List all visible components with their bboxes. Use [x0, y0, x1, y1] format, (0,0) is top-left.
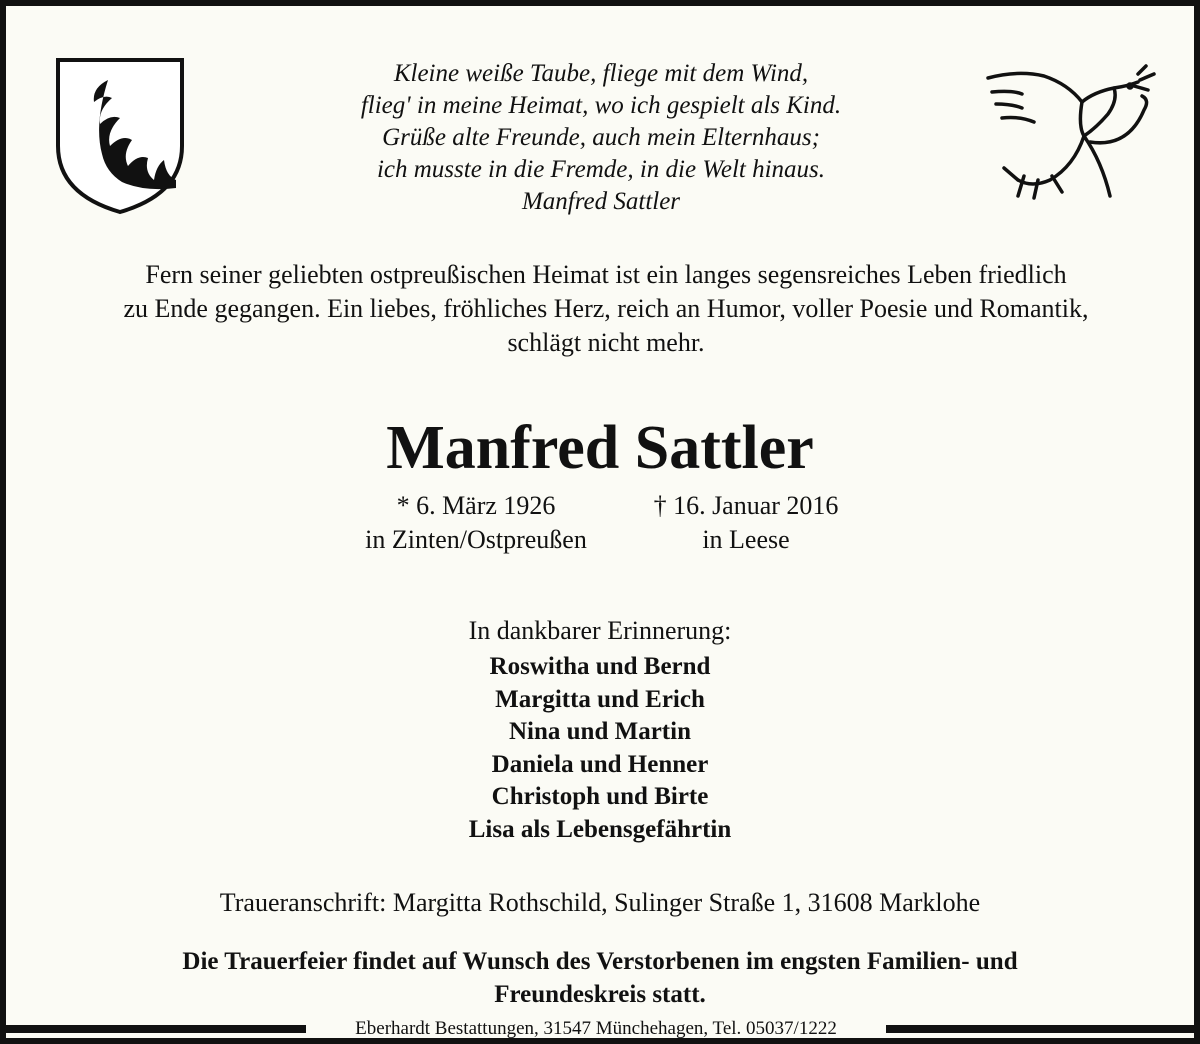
- death-info: [621, 489, 871, 557]
- death-date: † 16. Januar 2016: [653, 491, 839, 520]
- ceremony-line: Die Trauerfeier findet auf Wunsch des Verstorbenen im engsten Familien- und: [182, 948, 1018, 975]
- footer-divider-right: [886, 1025, 1194, 1033]
- intro-line: schlägt nicht mehr.: [507, 328, 705, 357]
- intro-line: Fern seiner geliebten ostpreußischen Heimat ist ein langes segensreiches Leben friedlich: [145, 260, 1067, 289]
- birth-date: * 6. März 1926: [396, 491, 556, 520]
- death-place: in Leese: [702, 525, 790, 554]
- coat-of-arms-icon: [52, 54, 188, 216]
- family-member: Lisa als Lebensgefährtin: [468, 815, 732, 843]
- mourning-address: Traueranschrift: Margitta Rothschild, Sulinger Straße 1, 31608 Marklohe: [219, 888, 981, 917]
- birth-info: [336, 489, 616, 557]
- memory-heading: In dankbarer Erinnerung:: [468, 616, 732, 645]
- poem-line: ich musste in die Fremde, in die Welt hinaus.: [376, 156, 826, 183]
- family-member: Christoph und Birte: [491, 783, 709, 810]
- family-member: Roswitha und Bernd: [489, 653, 711, 680]
- undertaker-footer: Eberhardt Bestattungen, 31547 Münchehagen, Tel. 05037/1222: [355, 1018, 837, 1039]
- poem-line: Grüße alte Freunde, auch mein Elternhaus;: [382, 124, 820, 151]
- poem-line: flieg' in meine Heimat, wo ich gespielt als Kind.: [360, 92, 842, 119]
- poem: [276, 58, 926, 218]
- birth-place: in Zinten/Ostpreußen: [365, 525, 587, 554]
- intro-line: zu Ende gegangen. Ein liebes, fröhliches Herz, reich an Humor, voller Poesie und Romantik,: [123, 294, 1089, 323]
- family-member: Margitta und Erich: [495, 685, 705, 713]
- deceased-name: Manfred Sattler: [386, 414, 814, 482]
- family-member: Nina und Martin: [509, 718, 691, 745]
- dove-icon: [978, 56, 1168, 206]
- ceremony-line: Freundeskreis statt.: [494, 981, 706, 1008]
- ceremony-notice: [46, 945, 1154, 1011]
- footer-divider-left: [6, 1025, 306, 1033]
- poem-author: Manfred Sattler: [521, 188, 681, 215]
- family-member: Daniela und Henner: [491, 750, 709, 778]
- family-list: [6, 651, 1194, 846]
- intro-text: [46, 258, 1166, 360]
- poem-line: Kleine weiße Taube, fliege mit dem Wind,: [393, 60, 809, 87]
